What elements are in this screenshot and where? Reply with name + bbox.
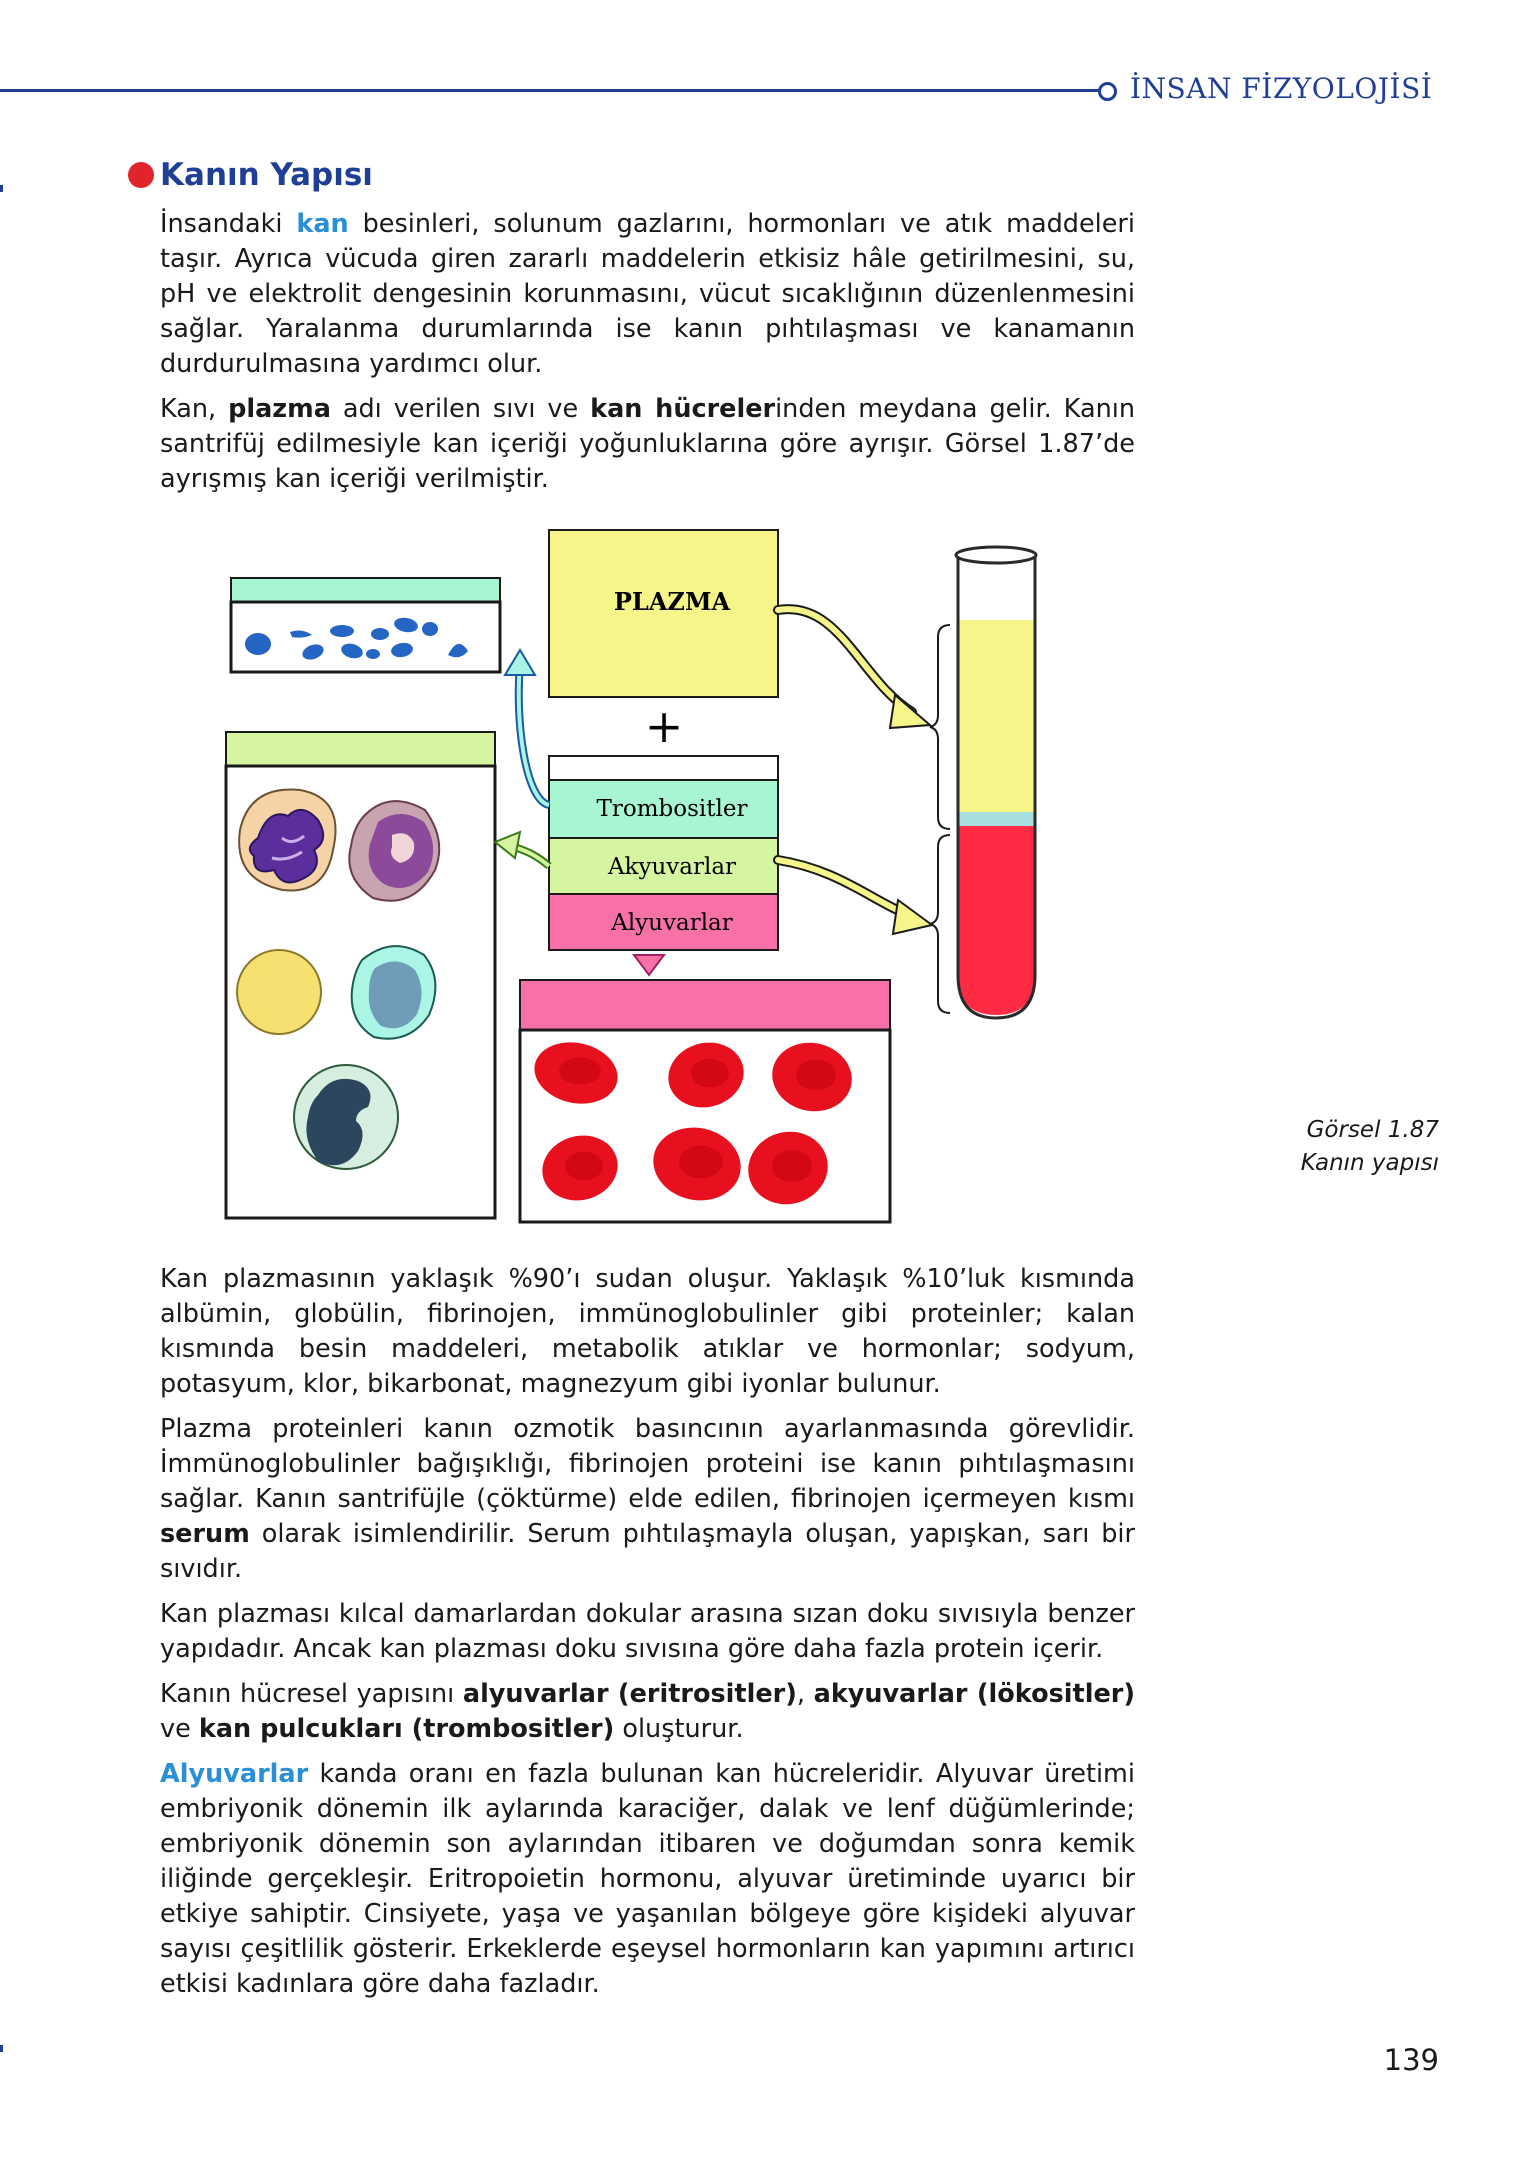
body-text: [160, 1262, 1135, 2012]
erythrocyte-panel-header: [520, 980, 890, 1030]
paragraph-text: ,: [796, 1679, 814, 1709]
chapter-title: İNSAN FİZYOLOJİSİ: [1130, 72, 1433, 105]
paragraph-text: inden meydana gelir. Kanın santrifüj edilmesiyle kan içeriği yoğunluklarına göre ayrışır. Görsel 1.87’de ayrışmış kan içeriği verilmiştir.: [160, 394, 1135, 494]
platelet-panel-header: [231, 578, 500, 602]
test-tube: [956, 547, 1036, 1018]
trombosit-label: Trombositler: [596, 796, 748, 822]
section-title: Kanın Yapısı: [160, 157, 373, 193]
emphasis-term: serum: [160, 1519, 250, 1549]
body-paragraph: [160, 1597, 1135, 1667]
paragraph-text: İnsandaki: [160, 209, 297, 239]
red-blood-cell-center: [679, 1146, 723, 1178]
brace-cells: [930, 835, 950, 1013]
paragraph-text: Plazma proteinleri kanın ozmotik basıncının ayarlanmasında görevlidir. İmmünoglobulinler bağışıklığı, fibrinojen proteini ise kanın pıhtılaşmasını sağlar. Kanın santrifüjle (çöktürme) elde edilen, fibrinojen içermeyen kısmı: [160, 1414, 1135, 1514]
paragraph-text: Kan plazmasının yaklaşık %90’ı sudan oluşur. Yaklaşık %10’luk kısmında albümin, globülin, fibrinojen, immünoglobulinler gibi proteinler; kalan kısmında besin maddeleri, metabolik atıklar ve hormonlar; sodyum, potasyum, klor, bikarbonat, magnezyum gibi iyonlar bulunur.: [160, 1264, 1135, 1399]
body-paragraph: [160, 1677, 1135, 1747]
red-blood-cell-center: [565, 1152, 603, 1181]
arrow-cells-head: [893, 900, 932, 934]
brace-plasma: [930, 625, 950, 829]
stack-top-box: [549, 756, 778, 780]
body-paragraph: [160, 1412, 1135, 1587]
page-number: 139: [1383, 2043, 1439, 2077]
paragraph-text: besinleri, solunum gazlarını, hormonları ve atık maddeleri taşır. Ayrıca vücuda giren zararlı maddelerin etkisiz hâle getirilmesini, su, pH ve elektrolit dengesinin korunmasını, vücut sıcaklığının düzenlenmesini sağlar. Yaralanma durumlarında ise kanın pıhtılaşması ve kanamanın durdurulmasına yardımcı olur.: [160, 209, 1135, 379]
caption-number: Görsel 1.87: [1306, 1117, 1439, 1143]
paragraph-text: kanda oranı en fazla bulunan kan hücreleridir. Alyuvar üretimi embriyonik dönemin ilk aylarında karaciğer, dalak ve lenf düğümlerinde; embriyonik dönemin son aylarından itibaren ve doğumdan sonra kemik iliğinde gerçekleşir. Eritropoietin hormonu, alyuvar üretiminde uyarıcı bir etkiye sahiptir. Cinsiyete, yaşa ve yaşanılan bölgeye göre kişideki alyuvar sayısı çeşitlilik gösterir. Erkeklerde eşeysel hormonların kan yapımını artırıcı etkisi kadınlara göre daha fazladır.: [160, 1759, 1135, 1999]
platelet-panel: [231, 602, 500, 672]
red-blood-cell-center: [772, 1150, 812, 1182]
paragraph-text: Kan,: [160, 394, 229, 424]
arrow-trombosit-to-platelets: [519, 665, 549, 805]
alyuvar-label: Alyuvarlar: [611, 910, 733, 936]
paragraph-text: Kanın hücresel yapısını: [160, 1679, 463, 1709]
lymphocyte: [294, 1065, 398, 1169]
arrow-plasma-head: [890, 695, 930, 728]
leukocyte-panel-header: [226, 732, 495, 766]
akyuvar-label: Akyuvarlar: [607, 854, 737, 880]
red-blood-cell-center: [559, 1058, 601, 1085]
body-paragraph: [160, 1757, 1135, 2002]
paragraph-text: ve: [160, 1714, 199, 1744]
red-blood-cell-center: [691, 1059, 729, 1088]
paragraph-text: oluşturur.: [614, 1714, 744, 1744]
arrow-alyuvar-to-erythrocytes: [634, 955, 664, 975]
caption-text: Kanın yapısı: [1300, 1150, 1439, 1176]
body-paragraph: [160, 1262, 1135, 1402]
emphasis-term: kan hücreler: [590, 394, 776, 424]
figure-caption: [1301, 1114, 1439, 1180]
emphasis-term: alyuvarlar (eritrositler): [462, 1679, 797, 1709]
emphasis-term: akyuvarlar (lökositler): [813, 1679, 1135, 1709]
neutrophil: [239, 790, 335, 891]
basophil: [237, 950, 321, 1034]
emphasis-term: kan: [296, 209, 349, 239]
emphasis-term: kan pulcukları (trombositler): [198, 1714, 615, 1744]
paragraph-text: adı verilen sıvı ve: [330, 394, 591, 424]
red-blood-cell-center: [796, 1060, 836, 1091]
emphasis-term: Alyuvarlar: [160, 1759, 309, 1789]
emphasis-term: plazma: [228, 394, 331, 424]
plus-sign: +: [644, 699, 684, 753]
paragraph-text: olarak isimlendirilir. Serum pıhtılaşmayla oluşan, yapışkan, sarı bir sıvıdır.: [160, 1519, 1135, 1584]
plasma-label: PLAZMA: [613, 587, 731, 616]
paragraph-text: Kan plazması kılcal damarlardan dokular arasına sızan doku sıvısıyla benzer yapıdadır. Ancak kan plazması doku sıvısına göre daha fazla protein içerir.: [160, 1599, 1135, 1664]
